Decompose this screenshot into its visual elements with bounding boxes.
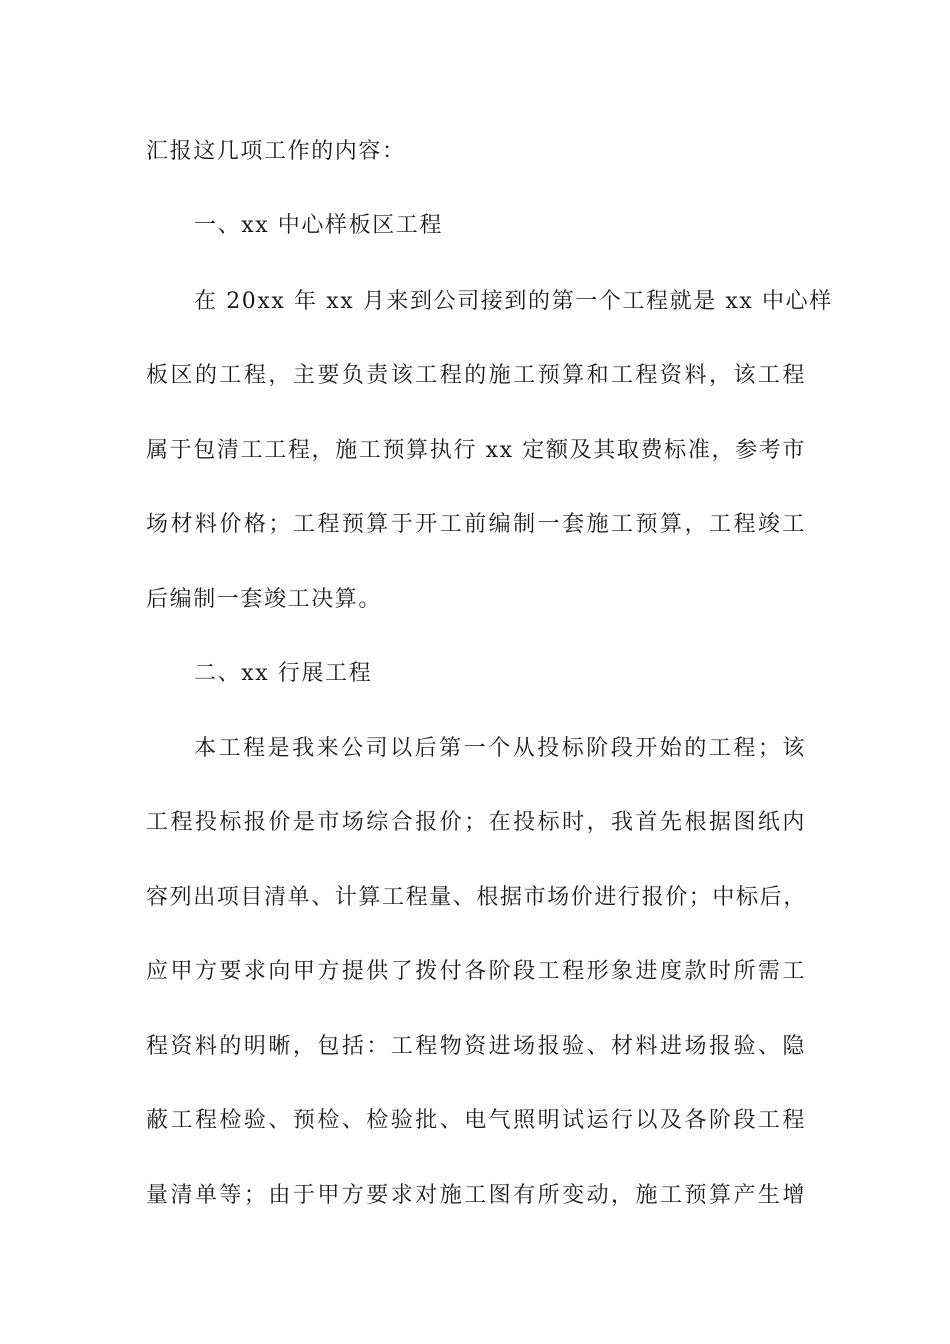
body-text-line: 量清单等；由于甲方要求对施工图有所变动，施工预算产生增 [146, 1183, 806, 1208]
body-text-line: 在 20xx 年 xx 月来到公司接到的第一个工程就是 xx 中心样 [194, 289, 833, 314]
body-text-line: 板区的工程，主要负责该工程的施工预算和工程资料，该工程 [146, 363, 806, 388]
body-text-line: 容列出项目清单、计算工程量、根据市场价进行报价；中标后， [146, 885, 807, 910]
body-text-line: 蔽工程检验、预检、检验批、电气照明试运行以及各阶段工程 [146, 1108, 806, 1133]
body-text-line: 工程投标报价是市场综合报价；在投标时，我首先根据图纸内 [146, 810, 806, 835]
body-text-line: 属于包清工工程，施工预算执行 xx 定额及其取费标准，参考市 [146, 438, 806, 463]
section-heading-1: 一、xx 中心样板区工程 [194, 213, 444, 238]
section-heading-2: 二、xx 行展工程 [194, 661, 373, 686]
body-text-line: 场材料价格；工程预算于开工前编制一套施工预算，工程竣工 [146, 512, 806, 537]
body-text-line: 应甲方要求向甲方提供了拨付各阶段工程形象进度款时所需工 [146, 959, 806, 984]
body-text-line: 程资料的明晰，包括：工程物资进场报验、材料进场报验、隐 [146, 1034, 806, 1059]
body-text-line: 后编制一套竣工决算。 [146, 587, 383, 612]
body-text-line: 本工程是我来公司以后第一个从投标阶段开始的工程；该 [194, 736, 806, 761]
body-text-line: 汇报这几项工作的内容： [146, 139, 406, 164]
